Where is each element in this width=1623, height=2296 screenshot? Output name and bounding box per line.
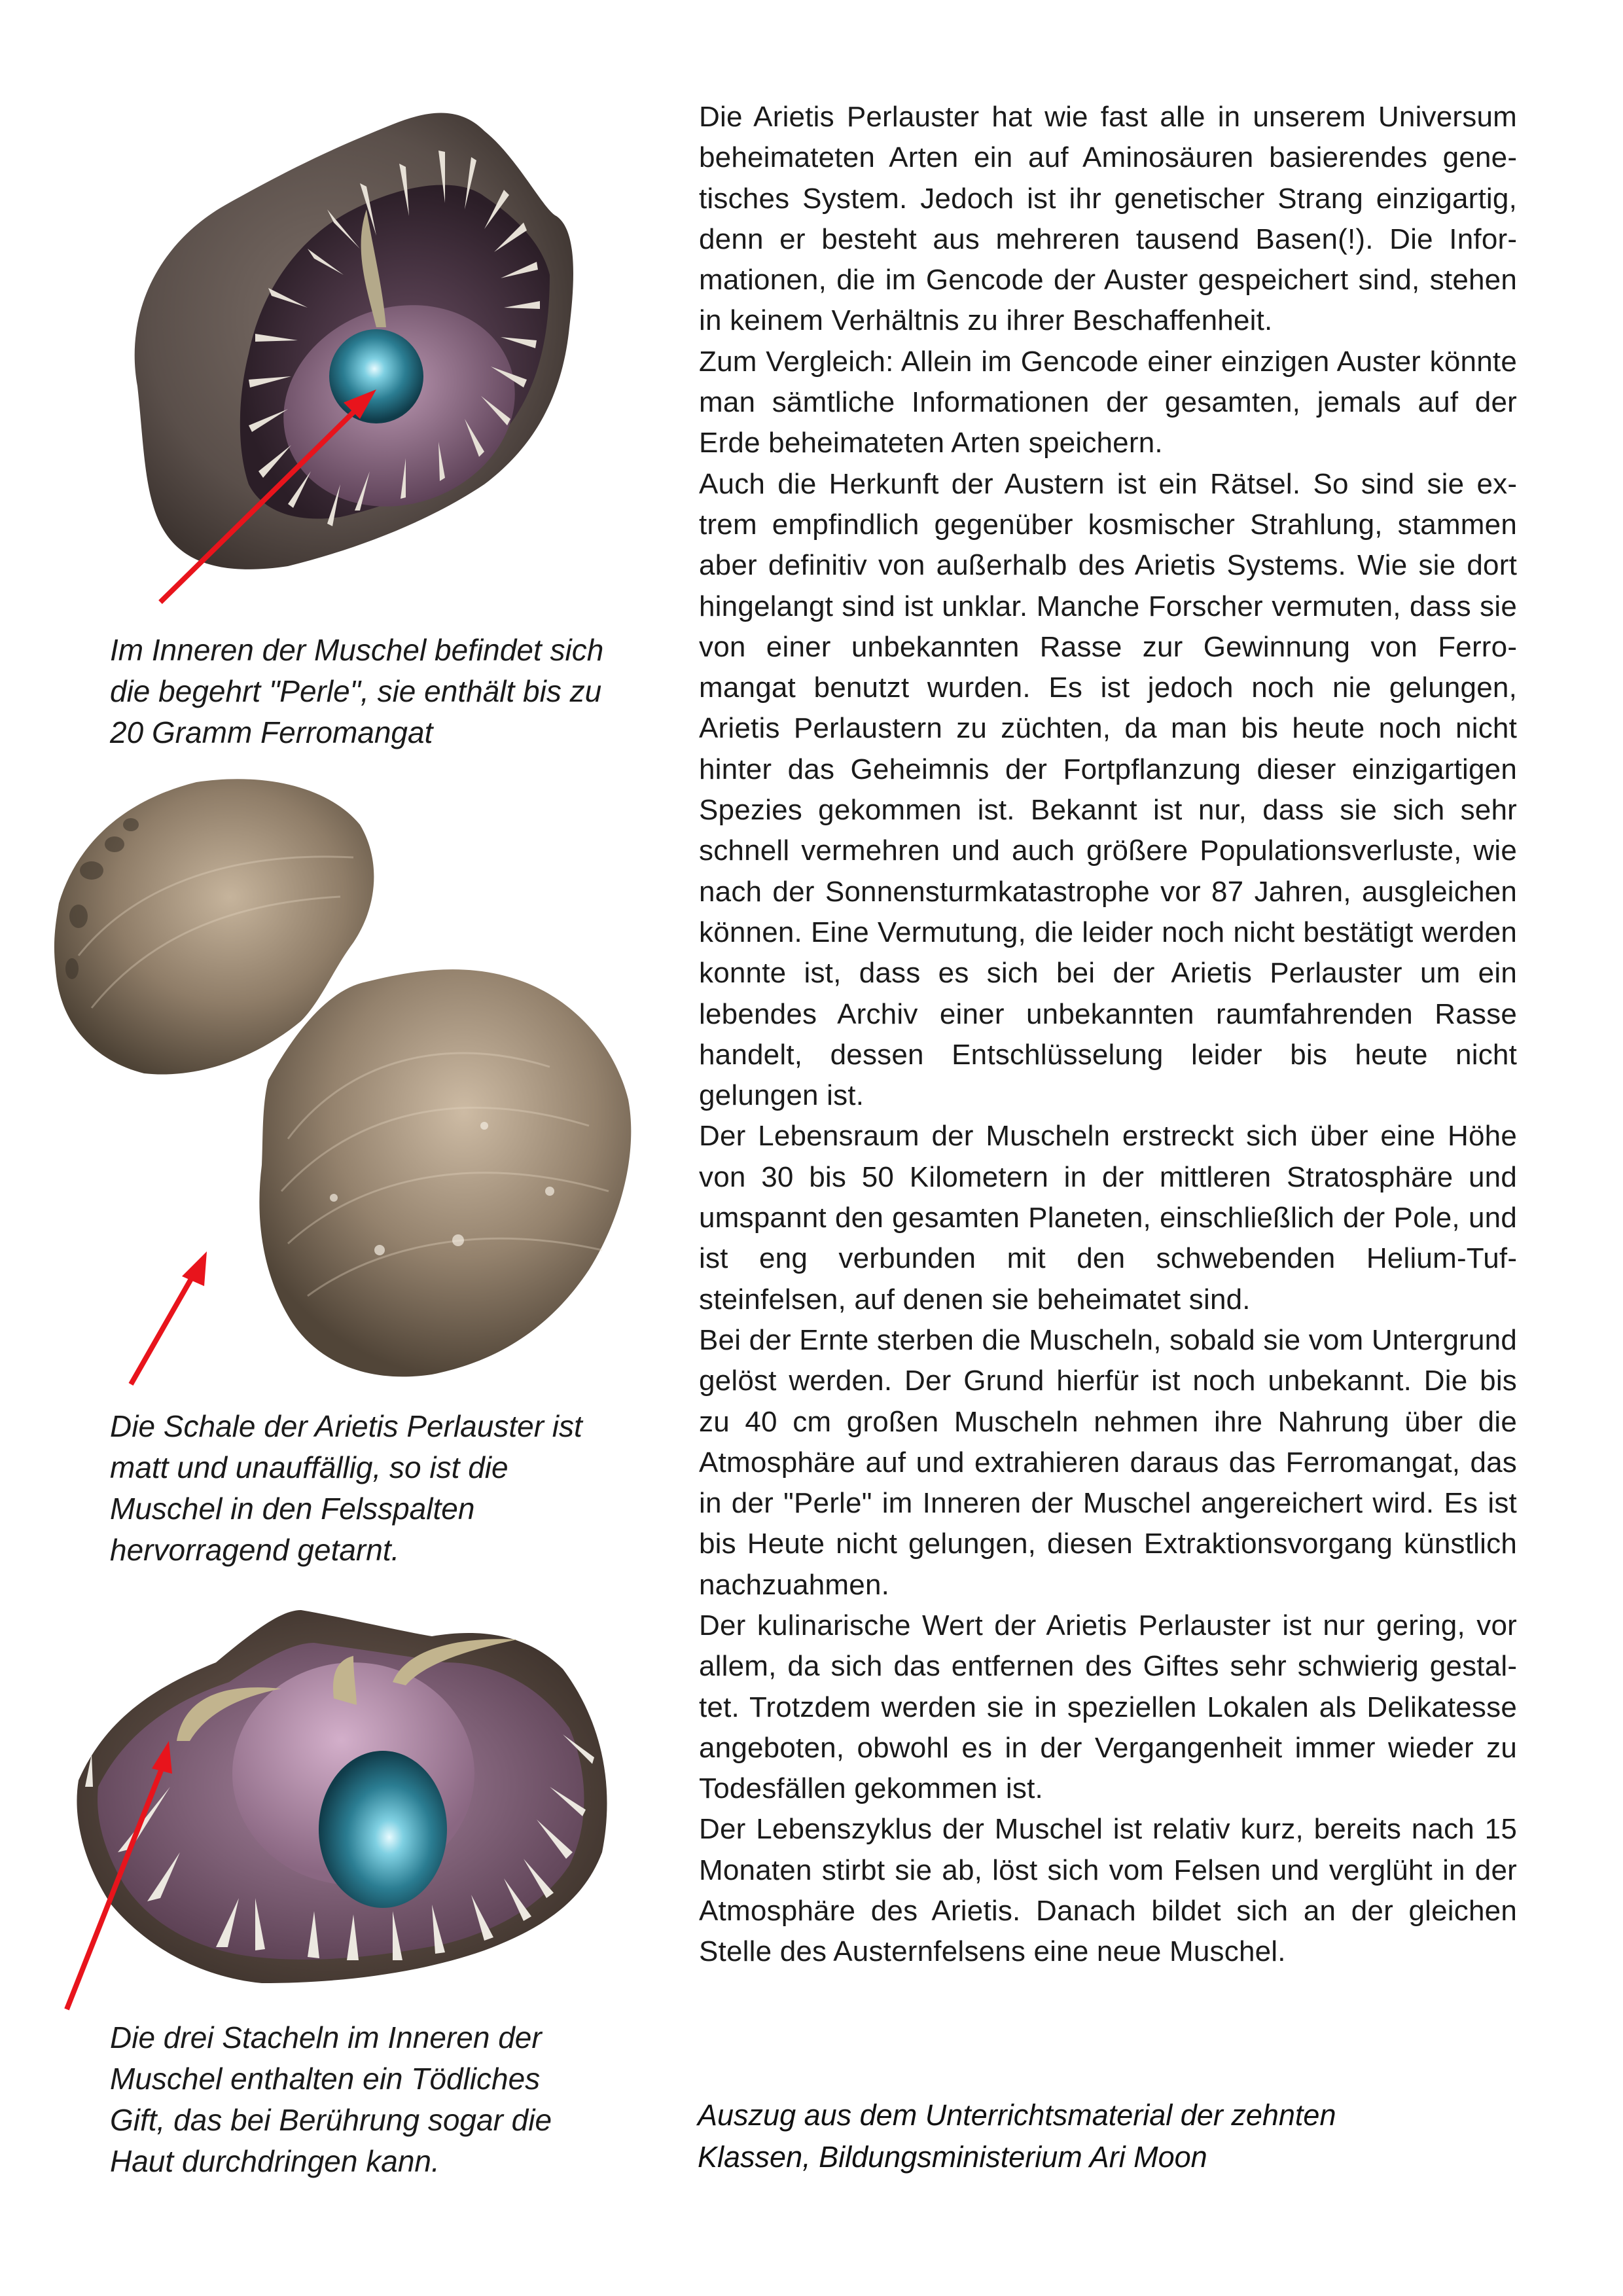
source-note-line: Klassen, Bildungsministerium Ari Moon (698, 2140, 1207, 2174)
paragraph-genetics: Die Arietis Perlauster hat wie fast alle in unserem Universum beheimateten Arten ein auf Aminosäuren basierendes genetisches System. Jedoch ist ihr genetischer Strang einzigartig, denn er besteht aus mehreren tausend Basen(!). Die Informationen, die im Gencode der Auster gespeichert sind, stehen in keinem Verhältnis zu ihrer Beschaffenheit. (699, 101, 1517, 337)
caption-line: Gift, das bei Berührung sogar die (110, 2103, 552, 2137)
paragraph-habitat: Der Lebensraum der Muscheln erstreckt sich über eine Höhe von 30 bis 50 Kilometern in der mittleren Stratosphäre und umspannt den gesamten Planeten, einschließlich der Pole, und ist eng verbunden mit den schwebenden Helium-Tufsteinfelsen, auf denen sie beheimatet sind. (699, 1120, 1517, 1316)
paragraph-culinary: Der kulinarische Wert der Arietis Perlauster ist nur gering, vor allem, da sich das entfernen des Giftes sehr schwierig gestaltet. Trotzdem werden sie in speziellen Lokalen als Delikatesse angeboten, obwohl es in der Vergangenheit immer wieder zu Todesfällen gekommen ist. (699, 1609, 1517, 1805)
caption-line: die begehrt "Perle", sie enthält bis zu (110, 674, 602, 708)
paragraph-origin: Auch die Herkunft der Austern ist ein Rätsel. So sind sie extrem empfindlich gegenüber kosmischer Strahlung, stammen aber definitiv von außerhalb des Arietis Systems. Wie sie dort hingelangt sind ist unklar. Manche Forscher vermuten, dass sie von einer unbekannten Rasse zur Gewinnung von Ferromangat benutzt wurden. Es ist jedoch noch nie gelungen, Arietis Perlaustern zu züchten, da man bis heute noch nicht hinter das Geheimnis der Fortpflanzung dieser einzigartigen Spezies gekommen ist. Bekannt ist nur, dass sie sich sehr schnell vermehren und auch größere Populationsverluste, wie nach der Sonnensturmkatastrophe vor 87 Jahren, ausgleichen können. Eine Vermutung, die leider noch nicht bestätigt werden konnte ist, dass es sich bei der Arietis Perlauster um ein lebendes Archiv einer unbekannten raumfahrenden Rasse handelt, dessen Entschlüsselung leider bis heute nicht gelungen ist. (699, 467, 1517, 1112)
article-body (699, 97, 1517, 1973)
open-oyster-illustration (118, 79, 654, 615)
spined-oyster-illustration (65, 1590, 668, 2009)
caption-pearl (110, 630, 653, 753)
caption-line: matt und unauffällig, so ist die (110, 1450, 508, 1484)
paragraph-harvest: Bei der Ernte sterben die Muscheln, sobald sie vom Untergrund gelöst werden. Der Grund hierfür ist noch unbekannt. Die bis zu 40 cm großen Muscheln nehmen ihre Nahrung über die Atmosphäre auf und extrahieren daraus das Ferromangat, das in der "Perle" im Inneren der Muschel angereichert wird. Es ist bis Heute nicht gelungen, diesen Extraktionsvorgang künstlich nachzuahmen. (699, 1323, 1517, 1601)
arrow-to-shell (131, 1251, 207, 1384)
caption-line: Haut durchdringen kann. (110, 2144, 440, 2178)
pearl (319, 1751, 447, 1908)
shell-half-lower (259, 969, 631, 1376)
paragraph-comparison: Zum Vergleich: Allein im Gencode einer einzigen Auster könnte man sämtliche Informationen der gesamten, jemals auf der Erde beheimateten Arten speichern. (699, 345, 1517, 459)
paragraph-lifecycle: Der Lebenszyklus der Muschel ist relativ kurz, bereits nach 15 Monaten stirbt sie ab, löst sich vom Felsen und verglüht in der Atmosphäre des Arietis. Danach bildet sich an der gleichen Stelle des Austernfelsens eine neue Muschel. (699, 1813, 1517, 1968)
caption-shell (110, 1406, 653, 1571)
closed-oyster-illustration (52, 772, 641, 1388)
caption-line: Die Schale der Arietis Perlauster ist (110, 1409, 582, 1443)
caption-line: hervorragend getarnt. (110, 1533, 400, 1567)
pearl (329, 329, 423, 423)
caption-line: Im Inneren der Muschel befindet sich (110, 633, 604, 667)
caption-line: 20 Gramm Ferromangat (110, 715, 433, 749)
caption-line: Muschel in den Felsspalten (110, 1492, 475, 1526)
source-note-line: Auszug aus dem Unterrichtsmaterial der zehnten (698, 2098, 1336, 2132)
caption-line: Die drei Stacheln im Inneren der (110, 2020, 542, 2054)
source-note (698, 2094, 1516, 2178)
figure-spined-oyster (65, 1590, 668, 2009)
caption-spines (110, 2017, 653, 2182)
figure-open-oyster (118, 79, 654, 615)
caption-line: Muschel enthalten ein Tödliches (110, 2062, 541, 2096)
figure-closed-oyster (52, 772, 641, 1388)
